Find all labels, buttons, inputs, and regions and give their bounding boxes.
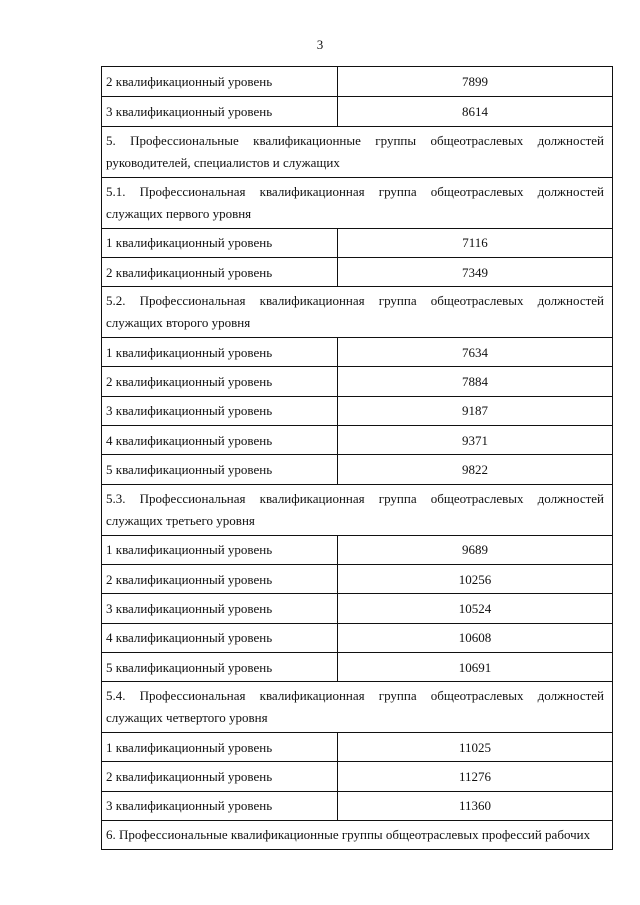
- group-header: 6. Профессиональные квалификационные группы общеотраслевых профессий рабочих: [102, 820, 612, 849]
- group-header: 5.4. Профессиональная квалификационная группа общеотраслевых должностей служащих четвертого уровня: [102, 681, 612, 732]
- level-label: 1 квалификационный уровень: [102, 733, 338, 761]
- table-row: [102, 593, 612, 622]
- salary-value: 11276: [458, 769, 492, 785]
- level-label: 2 квалификационный уровень: [102, 762, 338, 790]
- salary-value: 7349: [462, 264, 488, 280]
- salary-value: 9689: [462, 542, 488, 558]
- table-row: [102, 337, 612, 366]
- level-label: 1 квалификационный уровень: [102, 229, 338, 257]
- group-header: 5.2. Профессиональная квалификационная группа общеотраслевых должностей служащих второго уровня: [102, 286, 612, 337]
- salary-value: 7899: [462, 74, 488, 90]
- table-row: [102, 761, 612, 790]
- salary-value: 11360: [458, 798, 492, 814]
- table-row: [102, 791, 612, 820]
- table-row: [102, 623, 612, 652]
- group-header: 5.1. Профессиональная квалификационная группа общеотраслевых должностей служащих первого уровня: [102, 177, 612, 228]
- level-label: 3 квалификационный уровень: [102, 594, 338, 622]
- table-row: [102, 652, 612, 681]
- level-label: 2 квалификационный уровень: [102, 367, 338, 395]
- level-label: 2 квалификационный уровень: [102, 67, 338, 96]
- table-row: [102, 425, 612, 454]
- table-row: [102, 396, 612, 425]
- salary-value: 7116: [462, 235, 488, 251]
- table-row: [102, 67, 612, 96]
- salary-value: 7634: [462, 344, 488, 360]
- group-header: 5.3. Профессиональная квалификационная группа общеотраслевых должностей служащих третьего уровня: [102, 484, 612, 535]
- table-row: [102, 732, 612, 761]
- level-label: 2 квалификационный уровень: [102, 258, 338, 286]
- level-label: 2 квалификационный уровень: [102, 565, 338, 593]
- salary-value: 9371: [462, 432, 488, 448]
- salary-value: 10524: [458, 600, 492, 616]
- table-row: [102, 535, 612, 564]
- level-label: 3 квалификационный уровень: [102, 397, 338, 425]
- salary-value: 10691: [458, 659, 492, 675]
- table-row: [102, 257, 612, 286]
- salary-value: 9822: [462, 462, 488, 478]
- level-label: 1 квалификационный уровень: [102, 338, 338, 366]
- salary-value: 10608: [458, 630, 492, 646]
- salary-value: 10256: [458, 571, 492, 587]
- level-label: 3 квалификационный уровень: [102, 792, 338, 820]
- salary-table: [101, 66, 613, 850]
- group-header: 5. Профессиональные квалификационные группы общеотраслевых должностей руководителей, специалистов и служащих: [102, 126, 612, 177]
- table-row: [102, 366, 612, 395]
- level-label: 5 квалификационный уровень: [102, 455, 338, 483]
- table-row: [102, 228, 612, 257]
- salary-value: 7884: [462, 374, 488, 390]
- level-label: 4 квалификационный уровень: [102, 426, 338, 454]
- table-row: [102, 96, 612, 125]
- salary-value: 8614: [462, 103, 488, 119]
- level-label: 4 квалификационный уровень: [102, 624, 338, 652]
- table-row: [102, 454, 612, 483]
- level-label: 3 квалификационный уровень: [102, 97, 338, 125]
- level-label: 5 квалификационный уровень: [102, 653, 338, 681]
- level-label: 1 квалификационный уровень: [102, 536, 338, 564]
- table-row: [102, 564, 612, 593]
- salary-value: 9187: [462, 403, 488, 419]
- page-number: 3: [316, 37, 324, 52]
- salary-value: 11025: [458, 739, 492, 755]
